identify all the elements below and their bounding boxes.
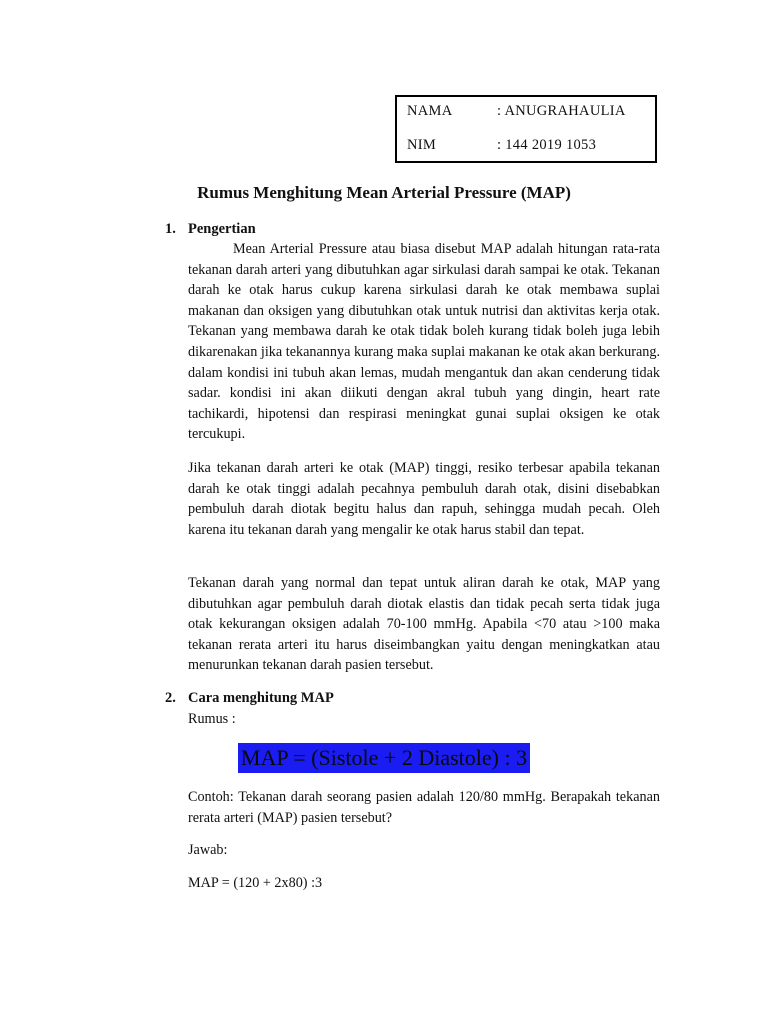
example-paragraph: Contoh: Tekanan darah seorang pasien adalah 120/80 mmHg. Berapakah tekanan rerata arteri (MAP) pasien tersebut? [188, 789, 660, 826]
name-value: : ANUGRAHAULIA [497, 103, 626, 119]
document-title: Rumus Menghitung Mean Arterial Pressure (MAP) [197, 183, 571, 202]
section-1-heading [165, 221, 256, 238]
section-1-title: Pengertian [188, 221, 256, 237]
nim-label: NIM [407, 137, 437, 153]
name-label: NAMA [407, 103, 453, 119]
map-formula: MAP = (Sistole + 2 Diastole) : 3 [238, 743, 530, 773]
nim-value: : 144 2019 1053 [497, 137, 597, 153]
paragraph-normal-map: Tekanan darah yang normal dan tepat untuk aliran darah ke otak, MAP yang dibutuhkan agar pembuluh darah diotak elastis dan tidak pecah serta tidak juga otak kekurangan oksigen adalah 70-100 mmHg. Apabila <70 atau >100 maka tekanan rerata arteri itu harus diseimbangkan yaitu dengan meningkatkan atau menurunkan tekanan darah pasien tersebut. [188, 575, 660, 674]
section-2-number: 2. [165, 690, 176, 706]
section-1-number: 1. [165, 221, 176, 237]
paragraph-definition: Mean Arterial Pressure atau biasa disebut MAP adalah hitungan rata-rata tekanan darah arteri yang dibutuhkan agar sirkulasi darah sampai ke otak. Tekanan darah ke otak harus cukup karena sirkulasi darah ke otak membawa suplai makanan dan oksigen yang dibutuhkan otak untuk nutrisi dan aktivitas kerja otak. Tekanan yang membawa darah ke otak tidak boleh kurang tidak boleh juga lebih dikarenakan jika tekanannya kurang maka suplai makanan ke otak akan berkurang. dalam kondisi ini tubuh akan lemas, mudah mengantuk dan akan cenderung tidak sadar. kondisi ini akan diikuti dengan akral tubuh yang dingin, heart rate tachikardi, hipotensi dan respirasi meningkat gunai suplai oksigen ke otak tercukupi. [188, 241, 660, 443]
answer-label: Jawab: [188, 842, 228, 858]
section-2-title: Cara menghitung MAP [188, 690, 334, 706]
paragraph-high-map: Jika tekanan darah arteri ke otak (MAP) tinggi, resiko terbesar apabila tekanan darah ke otak tinggi adalah pecahnya pembuluh darah otak, disini disebabkan pembuluh darah diotak begitu halus dan rapuh, sehingga mudah pecah. Oleh karena itu tekanan darah yang mengalir ke otak harus stabil dan tepat. [188, 460, 660, 538]
identity-box [395, 95, 657, 163]
rumus-label: Rumus : [188, 711, 236, 727]
formula-container [0, 743, 768, 773]
calculation-line: MAP = (120 + 2x80) :3 [188, 875, 323, 891]
section-2-heading [165, 690, 334, 707]
